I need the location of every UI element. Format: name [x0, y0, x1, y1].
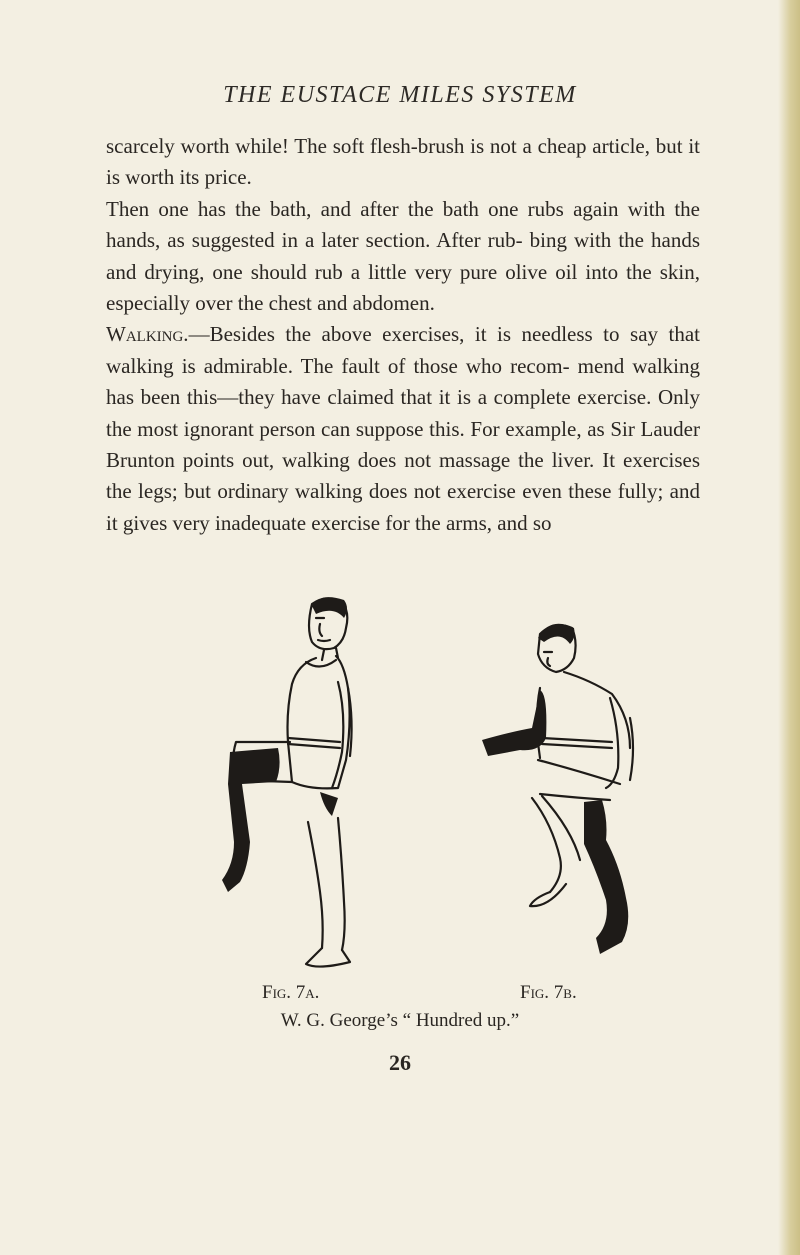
paragraph-walking — [106, 319, 700, 539]
running-head: THE EUSTACE MILES SYSTEM — [223, 82, 577, 108]
paragraph-2: Then one has the bath, and after the bath one rubs again with the hands, as suggested in a later section. After rub- bing with the hands and drying, one should rub a little very pure olive oil into the skin, especially over the chest and abdomen. — [106, 196, 700, 316]
page-number: 26 — [389, 1050, 411, 1075]
figure-7b-illustration — [480, 608, 660, 970]
figure-credit: W. G. George’s “ Hundred up.” — [280, 1010, 520, 1031]
figure-7b-label: Fig. 7b. — [520, 982, 577, 1003]
figure-7a-illustration — [220, 592, 370, 978]
figure-7a-label: Fig. 7a. — [262, 982, 320, 1003]
walking-heading: Walking. — [106, 322, 189, 347]
body-text — [106, 131, 700, 539]
paragraph-1: scarcely worth while! The soft flesh-brush is not a cheap article, but it is worth its price. — [106, 134, 700, 190]
walking-text: —Besides the above exercises, it is needless to say that walking is admirable. The fault of those who recom- mend walking has been this—they have claimed that it is a complete exercise. Only the most ignorant person can suppose this. For example, as Sir Lauder Brunton points out, walking does not massage the liver. It exercises the legs; but ordinary walking does not exercise even these fully; and it gives very inadequate exercise for the arms, and so — [106, 322, 700, 535]
